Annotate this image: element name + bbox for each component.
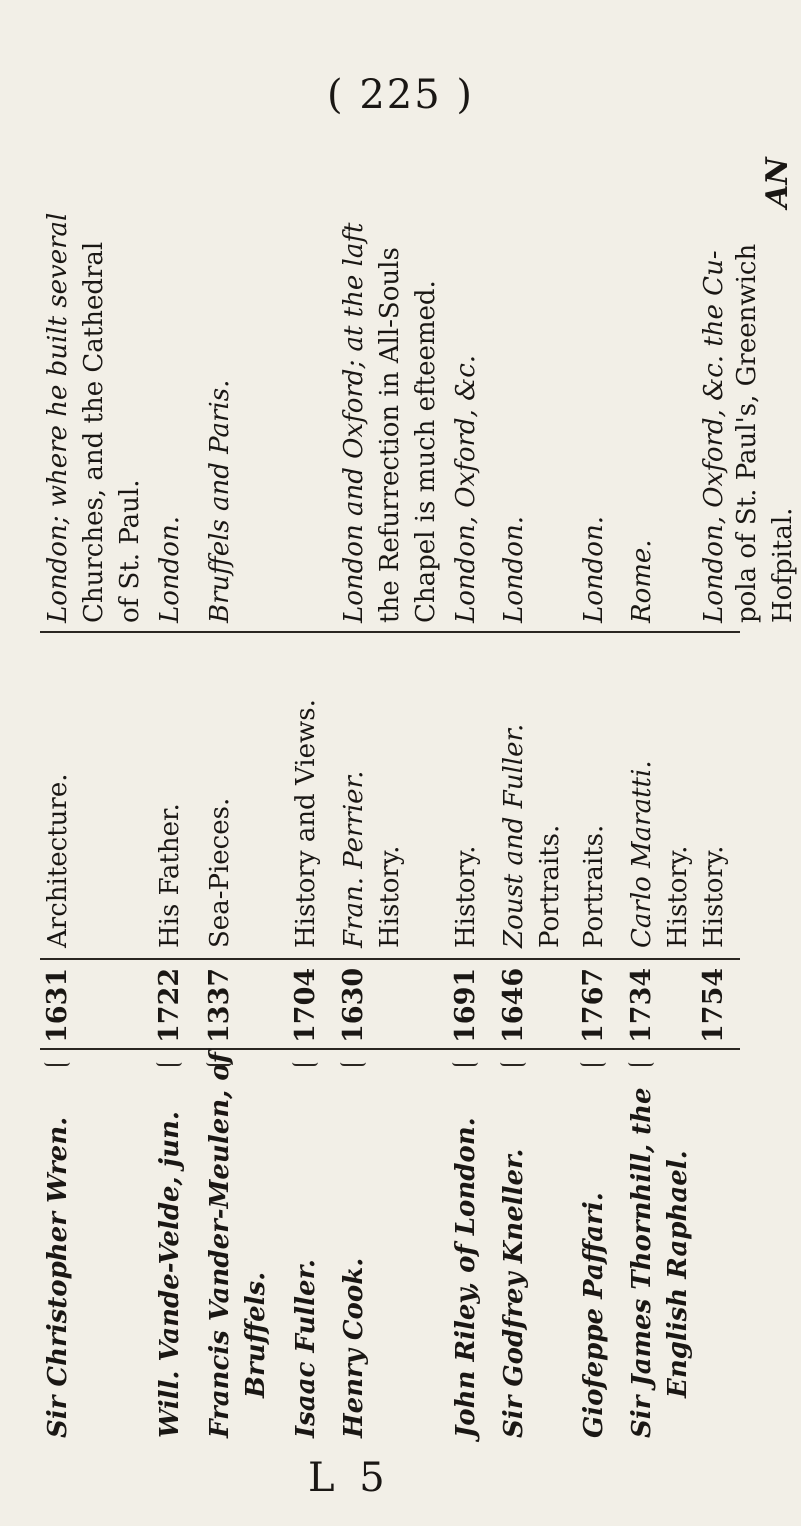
- master-or-work: Fran. Perrier.: [339, 770, 369, 948]
- place-cont: Chapel is much efteemed.: [411, 280, 441, 623]
- page-number: ( 225 ): [327, 72, 474, 118]
- place: London.: [579, 516, 609, 623]
- place: London; where he built several: [43, 212, 73, 623]
- artist-name: Sir James Thornhill, the: [627, 1087, 657, 1438]
- signature-mark: L 5: [308, 1455, 391, 1501]
- place-cont: Hofpital.: [768, 507, 798, 623]
- year: 1754: [698, 967, 729, 1043]
- year: 1646: [498, 967, 529, 1043]
- master-or-work: History and Views.: [291, 699, 321, 948]
- place-cont: pola of St. Paul's, Greenwich: [732, 243, 762, 623]
- place-cont: of St. Paul.: [115, 479, 145, 623]
- master-or-work: History.: [699, 845, 729, 948]
- artist-name: Francis Vander-Meulen, of: [205, 1052, 235, 1438]
- artist-name: Isaac Fuller.: [291, 1259, 321, 1438]
- year: 1722: [154, 967, 185, 1043]
- year: 1691: [450, 967, 481, 1043]
- place: Bruffels and Paris.: [205, 379, 235, 623]
- artist-name: Henry Cook.: [339, 1257, 369, 1438]
- place-cont: the Refurrection in All-Souls: [375, 247, 405, 623]
- year: 1767: [578, 967, 609, 1043]
- place: London.: [499, 516, 529, 623]
- place: Rome.: [627, 539, 657, 623]
- artist-name: John Riley, of London.: [451, 1117, 481, 1438]
- catchword: AN: [760, 157, 795, 208]
- artist-name: Will. Vande-Velde, jun.: [155, 1111, 185, 1438]
- year: 1337: [204, 967, 235, 1043]
- master-or-work: Sea-Pieces.: [205, 797, 235, 948]
- place-cont: Churches, and the Cathedral: [79, 241, 109, 623]
- place: London and Oxford; at the laft: [339, 222, 369, 623]
- master-or-work: Carlo Maratti.: [627, 760, 657, 948]
- year: 1734: [626, 967, 657, 1043]
- year: 1704: [290, 967, 321, 1043]
- artist-name-cont: Bruffels.: [241, 1271, 271, 1398]
- master-or-work-cont: History.: [663, 845, 693, 948]
- master-or-work-cont: History.: [375, 845, 405, 948]
- master-or-work: Zoust and Fuller.: [499, 723, 529, 948]
- rotated-extras: [40, 113, 801, 1438]
- artist-name: Giofeppe Paffari.: [579, 1192, 609, 1438]
- artist-name: Sir Christopher Wren.: [43, 1116, 73, 1438]
- master-or-work-cont: Portraits.: [535, 824, 565, 948]
- artist-name: Sir Godfrey Kneller.: [499, 1148, 529, 1438]
- place: London, Oxford, &c.: [451, 354, 481, 623]
- place: London.: [155, 516, 185, 623]
- master-or-work: His Father.: [155, 803, 185, 948]
- master-or-work: History.: [451, 845, 481, 948]
- master-or-work: Architecture.: [43, 773, 73, 948]
- master-or-work: Portraits.: [579, 824, 609, 948]
- artist-name-cont: English Raphael.: [663, 1150, 693, 1398]
- year: 1630: [338, 967, 369, 1043]
- place: London, Oxford, &c. the Cu-: [699, 250, 729, 623]
- year: 1631: [42, 967, 73, 1043]
